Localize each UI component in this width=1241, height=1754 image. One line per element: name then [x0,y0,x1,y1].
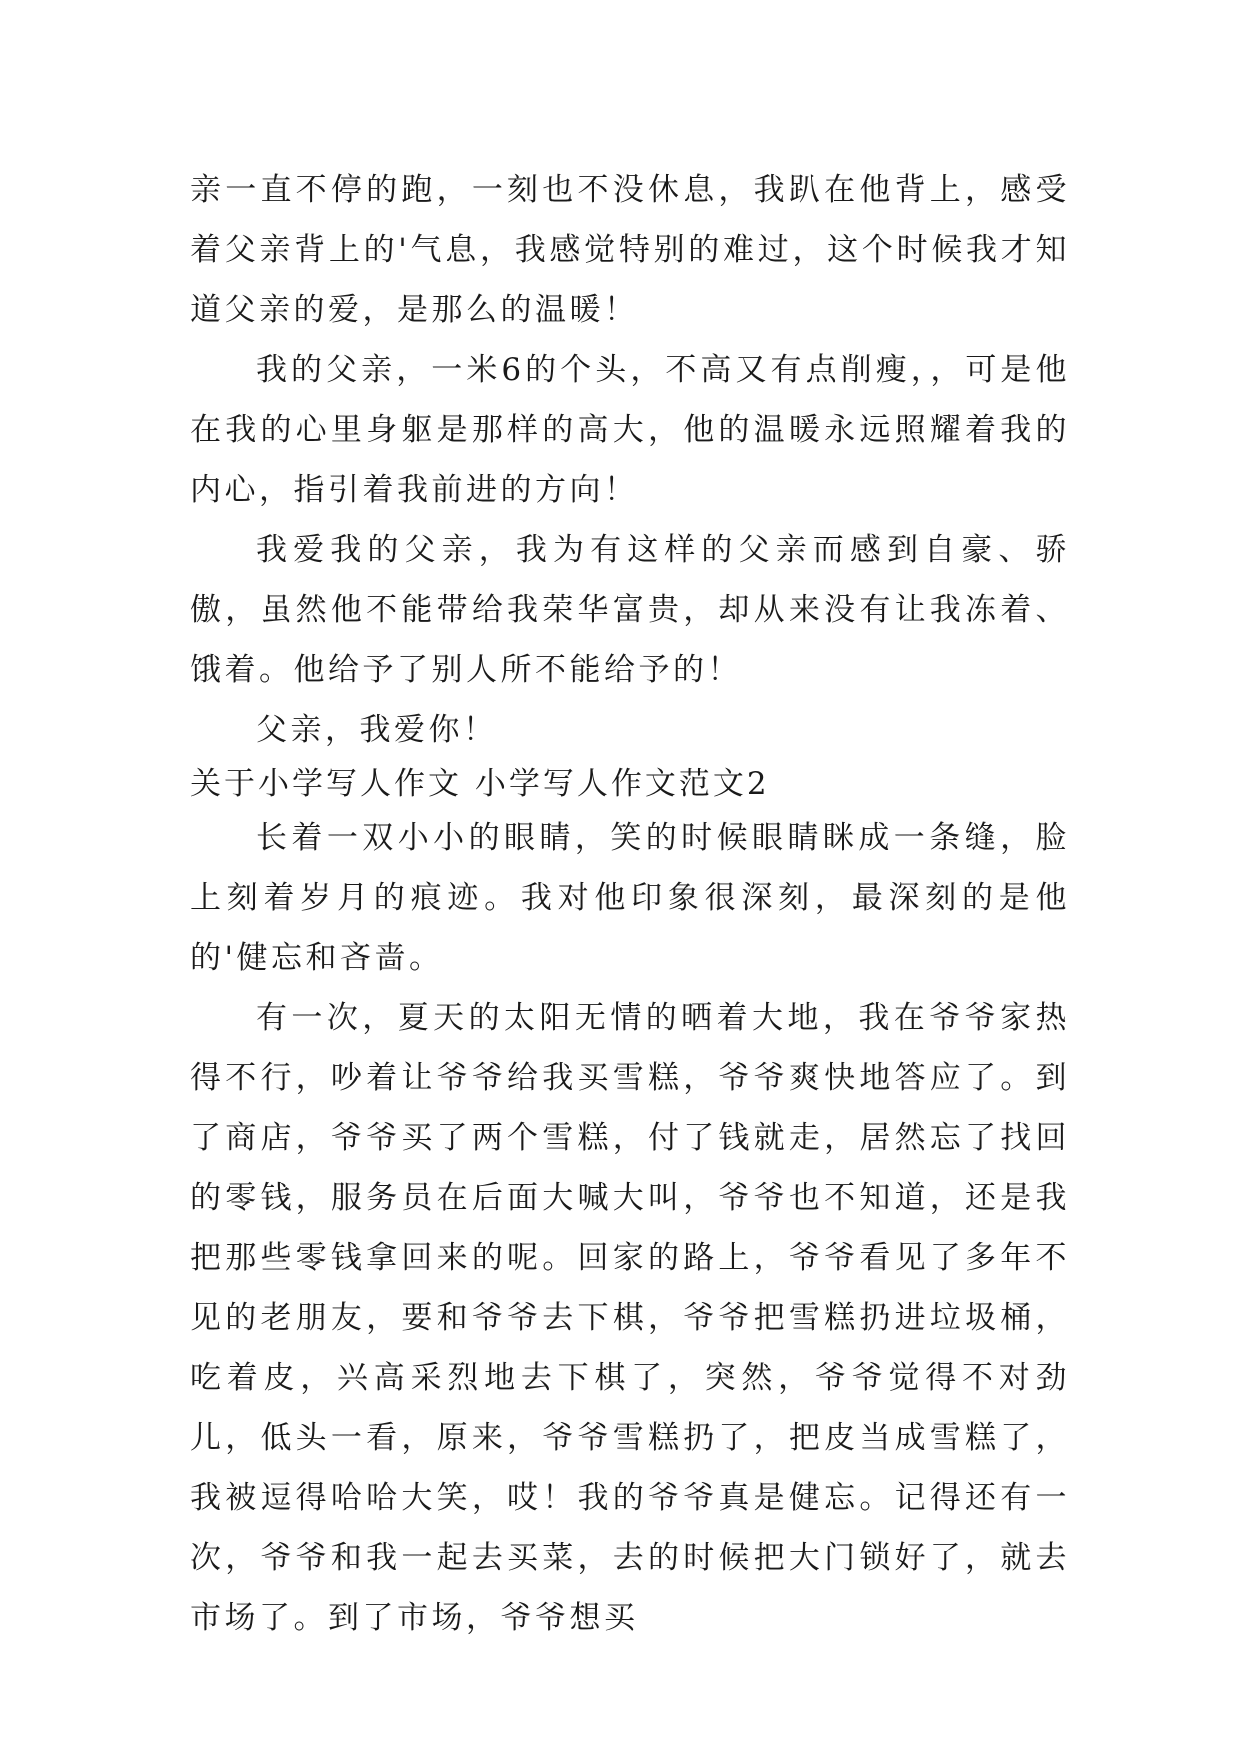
paragraph-continued: 亲一直不停的跑，一刻也不没休息，我趴在他背上，感受着父亲背上的'气息，我感觉特别的难过，这个时候我才知道父亲的爱，是那么的温暖！ [190,172,1070,328]
paragraph-grandpa-story: 有一次，夏天的太阳无情的晒着大地，我在爷爷家热得不行，吵着让爷爷给我买雪糕，爷爷爽快地答应了。到了商店，爷爷买了两个雪糕，付了钱就走，居然忘了找回的零钱，服务员在后面大喊大叫，爷爷也不知道，还是我把那些零钱拿回来的呢。回家的路上，爷爷看见了多年不见的老朋友，要和爷爷去下棋，爷爷把雪糕扔进垃圾桶，吃着皮，兴高采烈地去下棋了，突然，爷爷觉得不对劲儿，低头一看，原来，爷爷雪糕扔了，把皮当成雪糕了，我被逗得哈哈大笑，哎！我的爷爷真是健忘。记得还有一次，爷爷和我一起去买菜，去的时候把大门锁好了，就去市场了。到了市场，爷爷想买 [190,1000,1070,1636]
paragraph-father-height: 我的父亲，一米6的个头，不高又有点削瘦，，可是他在我的心里身躯是那样的高大，他的温暖永远照耀着我的内心，指引着我前进的方向！ [190,352,1070,508]
paragraph-grandpa-intro: 长着一双小小的眼睛，笑的时候眼睛眯成一条缝，脸上刻着岁月的痕迹。我对他印象很深刻，最深刻的是他的'健忘和吝啬。 [190,820,1070,976]
document-body [190,160,1070,1648]
paragraph-father-pride: 我爱我的父亲，我为有这样的父亲而感到自豪、骄傲，虽然他不能带给我荣华富贵，却从来没有让我冻着、饿着。他给予了别人所不能给予的！ [190,532,1070,688]
section-heading: 关于小学写人作文 小学写人作文范文2 [190,766,770,802]
paragraph-father-love: 父亲，我爱你！ [256,712,498,748]
